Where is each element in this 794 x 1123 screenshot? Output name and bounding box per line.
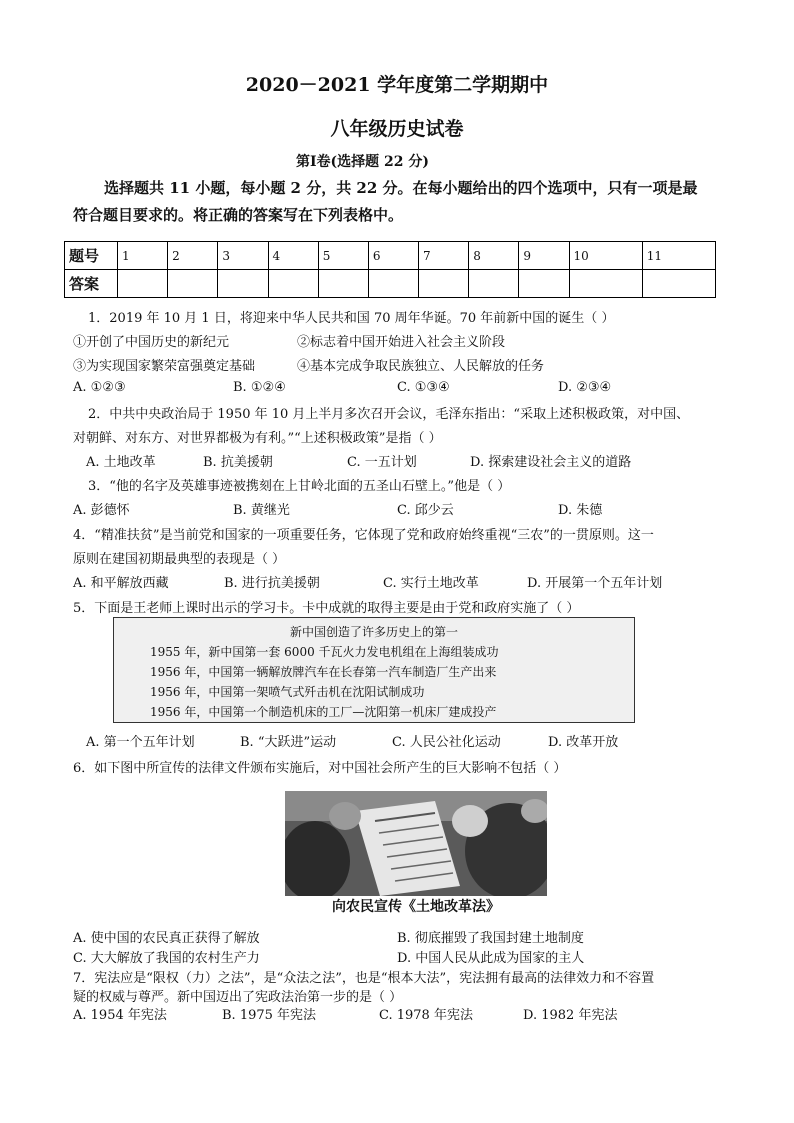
photo-caption: 向农民宣传《土地改革法》 bbox=[332, 899, 500, 915]
q4-stem-line1: 4．“精准扶贫”是当前党和国家的一项重要任务，它体现了党和政府始终重视“三农”的一贯原则。这一 bbox=[73, 528, 654, 543]
instructions-line1: 选择题共 11 小题，每小题 2 分，共 22 分。在每小题给出的四个选项中，只有一项是最 bbox=[104, 179, 698, 197]
number-cell: 7 bbox=[419, 242, 469, 270]
instructions-line2: 符合题目要求的。将正确的答案写在下列表格中。 bbox=[73, 206, 404, 224]
study-card-line: 1956 年，中国第一架喷气式歼击机在沈阳试制成功 bbox=[150, 685, 425, 699]
q1-statement-1: ①开创了中国历史的新纪元 bbox=[73, 335, 230, 350]
study-card-line: 1955 年，新中国第一套 6000 千瓦火力发电机组在上海组装成功 bbox=[150, 645, 499, 659]
q5-option-b: B. “大跃进”运动 bbox=[240, 735, 337, 750]
answer-cell[interactable] bbox=[118, 270, 168, 298]
q2-stem-line2: 对朝鲜、对东方、对世界都极为有利。”“上述积极政策”是指（ ） bbox=[73, 431, 442, 446]
q7-option-c: C. 1978 年宪法 bbox=[379, 1008, 473, 1023]
q4-stem-line2: 原则在建国初期最典型的表现是（ ） bbox=[73, 552, 286, 567]
q2-option-d: D. 探索建设社会主义的道路 bbox=[470, 455, 632, 470]
q6-stem: 6．如下图中所宣传的法律文件颁布实施后，对中国社会所产生的巨大影响不包括（ ） bbox=[73, 761, 567, 776]
q4-option-d: D. 开展第一个五年计划 bbox=[527, 576, 663, 591]
answer-cell[interactable] bbox=[318, 270, 368, 298]
number-cell: 5 bbox=[318, 242, 368, 270]
land-reform-photo bbox=[285, 791, 547, 896]
number-cell: 9 bbox=[519, 242, 569, 270]
q7-stem-line2: 疑的权威与尊严。新中国迈出了宪政法治第一步的是（ ） bbox=[73, 990, 403, 1005]
q2-option-a: A. 土地改革 bbox=[86, 455, 156, 470]
study-card-line: 1956 年，中国第一辆解放牌汽车在长春第一汽车制造厂生产出来 bbox=[150, 665, 497, 679]
answer-cell[interactable] bbox=[268, 270, 318, 298]
answer-cell[interactable] bbox=[469, 270, 519, 298]
q7-stem-line1: 7．宪法应是“限权（力）之法”，是“众法之法”，也是“根本大法”，宪法拥有最高的法律效力和不容置 bbox=[73, 971, 655, 986]
q7-option-d: D. 1982 年宪法 bbox=[523, 1008, 618, 1023]
section-heading: 第Ⅰ卷(选择题 22 分) bbox=[296, 154, 430, 170]
number-cell: 10 bbox=[569, 242, 642, 270]
q3-option-c: C. 邱少云 bbox=[397, 503, 454, 518]
q1-option-b: B. ①②④ bbox=[233, 380, 286, 395]
q5-option-c: C. 人民公社化运动 bbox=[392, 735, 501, 750]
q6-option-b: B. 彻底摧毁了我国封建土地制度 bbox=[397, 931, 584, 946]
study-card bbox=[113, 617, 635, 723]
answer-row-label: 答案 bbox=[65, 270, 118, 298]
number-row-label: 题号 bbox=[65, 242, 118, 270]
q7-option-b: B. 1975 年宪法 bbox=[222, 1008, 317, 1023]
q6-option-c: C. 大大解放了我国的农村生产力 bbox=[73, 951, 260, 966]
q6-option-d: D. 中国人民从此成为国家的主人 bbox=[397, 951, 585, 966]
q4-option-a: A. 和平解放西藏 bbox=[73, 576, 169, 591]
exam-title: 2020－2021 学年度第二学期期中 bbox=[245, 74, 549, 96]
answer-cell[interactable] bbox=[218, 270, 268, 298]
number-cell: 3 bbox=[218, 242, 268, 270]
answer-cell[interactable] bbox=[642, 270, 715, 298]
land-reform-photo-illustration bbox=[285, 791, 547, 896]
q5-option-a: A. 第一个五年计划 bbox=[86, 735, 195, 750]
q3-option-a: A. 彭德怀 bbox=[73, 503, 130, 518]
q2-option-b: B. 抗美援朝 bbox=[203, 455, 273, 470]
answer-cell[interactable] bbox=[368, 270, 418, 298]
q3-stem: 3．“他的名字及英雄事迹被携刻在上甘岭北面的五圣山石壁上。”他是（ ） bbox=[88, 479, 511, 494]
q1-statement-4: ④基本完成争取民族独立、人民解放的任务 bbox=[297, 359, 545, 374]
q4-option-b: B. 进行抗美援朝 bbox=[224, 576, 320, 591]
number-cell: 2 bbox=[168, 242, 218, 270]
exam-subtitle: 八年级历史试卷 bbox=[330, 118, 464, 140]
number-row bbox=[65, 242, 716, 270]
q1-option-a: A. ①②③ bbox=[73, 380, 126, 395]
q1-stem: 1．2019 年 10 月 1 日，将迎来中华人民共和国 70 周年华诞。70 年前新中国的诞生（ ） bbox=[88, 311, 615, 326]
answer-cell[interactable] bbox=[419, 270, 469, 298]
number-cell: 11 bbox=[642, 242, 715, 270]
q7-option-a: A. 1954 年宪法 bbox=[73, 1008, 167, 1023]
number-cell: 6 bbox=[368, 242, 418, 270]
answer-row bbox=[65, 270, 716, 298]
q1-option-d: D. ②③④ bbox=[558, 380, 612, 395]
number-cell: 1 bbox=[118, 242, 168, 270]
q2-stem-line1: 2．中共中央政治局于 1950 年 10 月上半月多次召开会议，毛泽东指出：“采取上述积极政策，对中国、 bbox=[88, 407, 690, 422]
answer-table bbox=[64, 241, 716, 298]
answer-cell[interactable] bbox=[569, 270, 642, 298]
answer-cell[interactable] bbox=[168, 270, 218, 298]
q3-option-d: D. 朱德 bbox=[558, 503, 603, 518]
q4-option-c: C. 实行土地改革 bbox=[383, 576, 479, 591]
q3-option-b: B. 黄继光 bbox=[233, 503, 290, 518]
q1-statement-3: ③为实现国家繁荣富强奠定基础 bbox=[73, 359, 256, 374]
q6-option-a: A. 使中国的农民真正获得了解放 bbox=[73, 931, 260, 946]
q5-stem: 5．下面是王老师上课时出示的学习卡。卡中成就的取得主要是由于党和政府实施了（ ） bbox=[73, 601, 580, 616]
q1-option-c: C. ①③④ bbox=[397, 380, 450, 395]
q2-option-c: C. 一五计划 bbox=[347, 455, 417, 470]
answer-cell[interactable] bbox=[519, 270, 569, 298]
number-cell: 8 bbox=[469, 242, 519, 270]
study-card-title: 新中国创造了许多历史上的第一 bbox=[289, 625, 458, 639]
number-cell: 4 bbox=[268, 242, 318, 270]
q1-statement-2: ②标志着中国开始进入社会主义阶段 bbox=[297, 335, 506, 350]
study-card-line: 1956 年，中国第一个制造机床的工厂—沈阳第一机床厂建成投产 bbox=[150, 705, 497, 719]
q5-option-d: D. 改革开放 bbox=[548, 735, 619, 750]
